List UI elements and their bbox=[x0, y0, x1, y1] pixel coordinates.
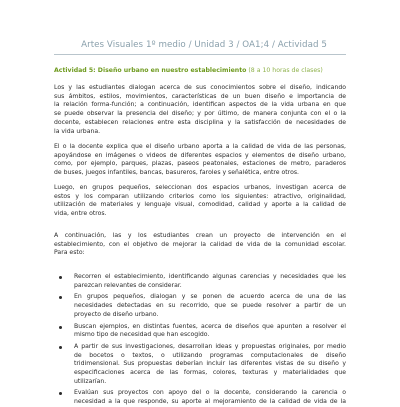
paragraph-line: vida, entre otros. bbox=[54, 210, 107, 218]
list-item bbox=[54, 293, 346, 319]
list-item bbox=[54, 323, 346, 340]
paragraph-line: Luego, en grupos pequeños, seleccionan dos espacios urbanos, investigan acerca de bbox=[54, 184, 346, 191]
paragraph-line: la relación forma-función; a continuación, identifican aspectos de la vida urbana en que bbox=[54, 101, 346, 109]
list-item-line: proyecto de diseño urbano. bbox=[74, 310, 159, 318]
header-divider bbox=[54, 54, 346, 55]
list-item-line: mismo tipo de necesidad que han escogido. bbox=[74, 331, 210, 339]
paragraph-line: estos y los comparan utilizando criterios como los siguientes: atractivo, originalidad, bbox=[54, 192, 346, 200]
list-item-line: necesidad a la que responde, su aporte al mejoramiento de la calidad de vida de la bbox=[74, 398, 346, 406]
paragraph-line: de buses, juegos infantiles, bancas, basureros, faroles y señalética, entre otros. bbox=[54, 169, 299, 177]
paragraph-line: sus ámbitos, estilos, movimientos, características de un buen diseño e importancia de bbox=[54, 92, 346, 100]
bullet-icon bbox=[59, 296, 62, 299]
bullet-icon bbox=[59, 346, 62, 349]
paragraph-project bbox=[54, 232, 346, 258]
list-item-line: A partir de sus investigaciones, desarrollan ideas y propuestas originales, por medio bbox=[74, 342, 346, 350]
list-item bbox=[54, 343, 346, 387]
bullet-icon bbox=[59, 276, 62, 279]
list-item-line: Evalúan sus proyectos con apoyo del o la docente, considerando la carencia o bbox=[74, 389, 346, 397]
paragraph-line: se puede observar la presencia del diseño; y por último, de manera conjunta con el o la bbox=[54, 110, 346, 118]
list-item-line: especificaciones acerca de las formas, colores, texturas y materialidades que bbox=[74, 369, 346, 377]
paragraph-line: establecimiento, con el objetivo de mejorar la calidad de vida de la comunidad escolar. bbox=[54, 240, 346, 248]
list-item-line: Recorren el establecimiento, identificando algunas carencias y necesidades que les bbox=[74, 273, 346, 280]
paragraph-line: Los y las estudiantes dialogan acerca de sus conocimientos sobre el diseño, indicando bbox=[54, 84, 346, 91]
paragraph-line: la vida urbana. bbox=[54, 127, 101, 135]
paragraph-urban-design bbox=[54, 143, 346, 178]
activity-title: Actividad 5: Diseño urbano en nuestro establecimiento bbox=[54, 67, 247, 74]
list-item-line: utilizarían. bbox=[74, 377, 107, 385]
paragraph-line: docente, establecen relaciones entre esta disciplina y la satisfacción de necesidades de bbox=[54, 118, 346, 126]
paragraph-line: utilización de materiales y lenguaje visual, comodidad, calidad y aporte a la calidad de bbox=[54, 201, 346, 209]
list-item-line: parezcan relevantes de considerar. bbox=[74, 281, 182, 289]
list-item-line: En grupos pequeños, dialogan y se ponen de acuerdo acerca de una de las bbox=[74, 293, 346, 301]
paragraph-line: apoyándose en imágenes o videos de diferentes espacios y elementos de diseño urbano, bbox=[54, 151, 346, 159]
steps-list bbox=[54, 273, 346, 407]
list-item-line: Buscan ejemplos, en distintas fuentes, acerca de diseños que apunten a resolver el bbox=[74, 322, 346, 330]
paragraph-line: como, por ejemplo, parques, plazas, paseos peatonales, estaciones de metro, paraderos bbox=[54, 160, 346, 168]
list-item-line: necesidades detectadas en su recorrido, que se puede resolver a partir de un bbox=[74, 302, 346, 310]
list-item bbox=[54, 273, 346, 290]
paragraph-line: A continuación, las y los estudiantes crean un proyecto de intervención en el bbox=[54, 232, 346, 239]
paragraph-line: El o la docente explica que el diseño urbano aporta a la calidad de vida de las personas, bbox=[54, 143, 346, 150]
list-item bbox=[54, 389, 346, 406]
paragraph-intro bbox=[54, 84, 346, 136]
activity-heading bbox=[54, 67, 354, 74]
paragraph-groups bbox=[54, 184, 346, 219]
bullet-icon bbox=[59, 392, 62, 395]
activity-time: (8 a 10 horas de clases) bbox=[248, 67, 323, 74]
list-item-line: de bocetos o textos, o utilizando programas computacionales de diseño bbox=[74, 351, 346, 359]
paragraph-line: Para esto: bbox=[54, 249, 85, 257]
list-item-line: tridimensional. Sus propuestas deberían incluir las diferentes vistas de su diseño y bbox=[74, 360, 346, 368]
bullet-icon bbox=[59, 326, 62, 329]
page-header-breadcrumb: Artes Visuales 1º medio / Unidad 3 / OA1;4 / Actividad 5 bbox=[81, 40, 327, 50]
